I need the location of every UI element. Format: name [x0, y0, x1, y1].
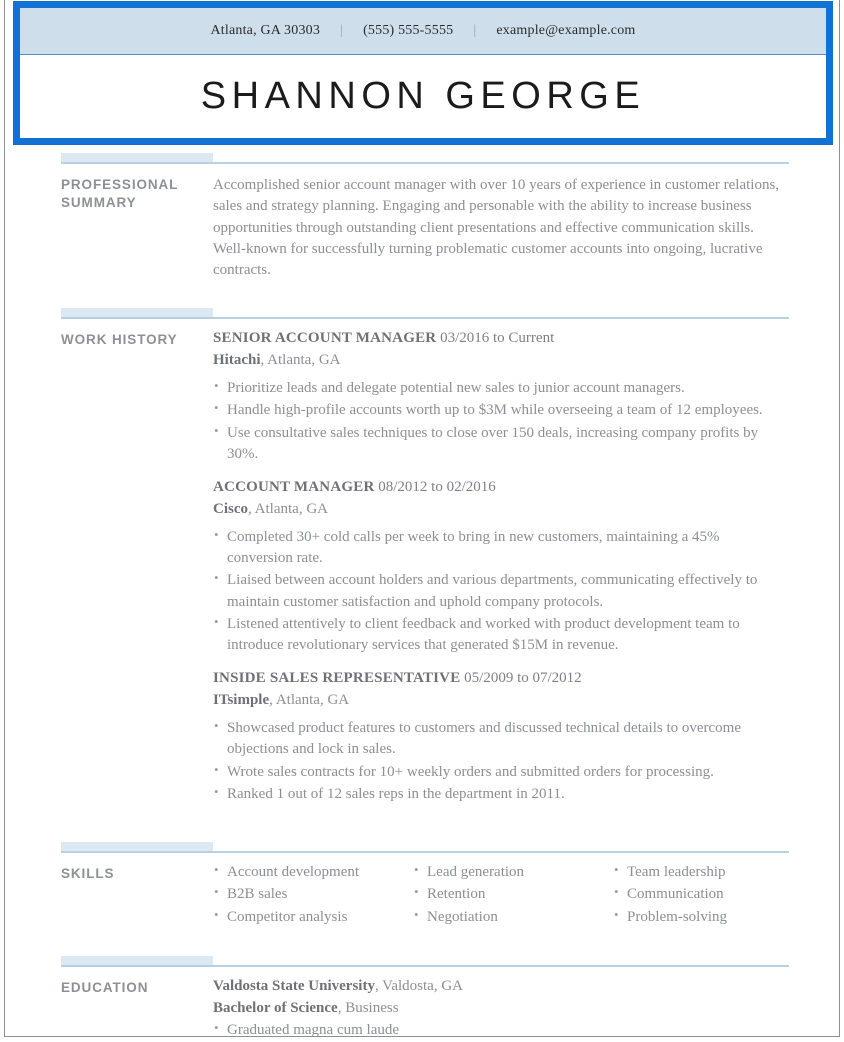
list-item: • Account development	[213, 862, 413, 883]
candidate-name: SHANNON GEORGE	[200, 74, 646, 117]
list-item: • Use consultative sales techniques to close over 150 deals, increasing company profits by 30%.	[213, 423, 789, 466]
job-bullets	[213, 527, 789, 657]
list-item: • Liaised between account holders and various departments, communicating effectively to maintain customer satisfaction and uphold company protocols.	[213, 570, 789, 613]
resume-body	[5, 152, 841, 1042]
contact-separator-2: |	[473, 23, 477, 38]
list-item: • Competitor analysis	[213, 907, 413, 928]
job-bullets	[213, 718, 789, 805]
list-item: • Ranked 1 out of 12 sales reps in the department in 2011.	[213, 784, 789, 805]
section-divider	[61, 307, 789, 319]
section-label-skills: SKILLS	[61, 866, 115, 882]
contact-separator-1: |	[340, 23, 344, 38]
list-item: • Completed 30+ cold calls per week to bring in new customers, maintaining a 45% conversion rate.	[213, 527, 789, 570]
section-professional-summary	[5, 152, 841, 281]
list-item: • Negotiation	[413, 907, 613, 928]
job-title-line	[213, 328, 789, 350]
divider-block	[61, 153, 213, 162]
name-band	[20, 55, 826, 137]
resume-header	[13, 1, 833, 145]
list-item: • Problem-solving	[613, 907, 813, 928]
divider-rule	[61, 965, 789, 967]
list-item: • Wrote sales contracts for 10+ weekly orders and submitted orders for processing.	[213, 762, 789, 783]
job-location: , Atlanta, GA	[248, 500, 328, 517]
job-location: , Atlanta, GA	[269, 692, 350, 709]
section-education	[5, 955, 841, 1042]
contact-line	[210, 23, 635, 39]
contact-phone[interactable]: (555) 555-5555	[363, 23, 454, 38]
education-school-location: , Valdosta, GA	[374, 978, 464, 995]
job-company: ITsimple	[213, 692, 270, 709]
section-label-education: EDUCATION	[61, 980, 149, 996]
list-item: • Prioritize leads and delegate potential new sales to junior account managers.	[213, 378, 789, 399]
job-title: ACCOUNT MANAGER	[213, 479, 375, 496]
skills-column-3	[613, 862, 813, 929]
job-company: Cisco	[213, 500, 248, 517]
education-bullets	[213, 1020, 789, 1041]
education-degree-line	[213, 998, 789, 1020]
section-label-work-history: WORK HISTORY	[61, 332, 178, 348]
job-entry	[213, 668, 789, 805]
skills-list	[613, 862, 813, 928]
list-item: • B2B sales	[213, 884, 413, 905]
section-divider	[61, 841, 789, 853]
divider-rule	[61, 851, 789, 853]
list-item: • Communication	[613, 884, 813, 905]
job-dates: 03/2016 to Current	[440, 330, 555, 347]
skills-column-2	[413, 862, 613, 929]
list-item: • Showcased product features to customers and discussed technical details to overcome objections and lock in sales.	[213, 718, 789, 761]
section-divider	[61, 955, 789, 967]
contact-band	[20, 8, 826, 55]
divider-block	[61, 842, 213, 851]
education-degree-field: , Business	[337, 999, 399, 1016]
list-item: • Listened attentively to client feedback and worked with product development team to introduce revolutionary services that generated $15M in revenue.	[213, 614, 789, 657]
education-school-line	[213, 976, 789, 998]
job-company-line	[213, 690, 789, 712]
contact-address: Atlanta, GA 30303	[210, 23, 321, 38]
list-item: • Graduated magna cum laude	[213, 1020, 789, 1041]
divider-rule	[61, 317, 789, 319]
contact-email[interactable]: example@example.com	[496, 23, 636, 38]
job-entry	[213, 328, 789, 465]
list-item: • Team leadership	[613, 862, 813, 883]
job-company-line	[213, 350, 789, 372]
job-company: Hitachi	[213, 352, 261, 369]
divider-rule	[61, 162, 789, 164]
job-dates: 05/2009 to 07/2012	[464, 670, 582, 687]
skills-list	[413, 862, 613, 928]
job-location: , Atlanta, GA	[260, 352, 341, 369]
section-skills	[5, 841, 841, 929]
section-divider	[61, 152, 789, 164]
job-title: INSIDE SALES REPRESENTATIVE	[213, 670, 461, 687]
job-title: SENIOR ACCOUNT MANAGER	[213, 330, 437, 347]
education-school: Valdosta State University	[213, 978, 375, 995]
job-entry	[213, 477, 789, 656]
job-title-line	[213, 668, 789, 690]
job-company-line	[213, 499, 789, 521]
skills-list	[213, 862, 413, 928]
education-degree: Bachelor of Science	[213, 999, 338, 1016]
divider-block	[61, 308, 213, 317]
skills-column-1	[213, 862, 413, 929]
list-item: • Retention	[413, 884, 613, 905]
skills-columns	[213, 862, 813, 929]
resume-page	[4, 0, 840, 1037]
job-bullets	[213, 378, 789, 465]
list-item: • Lead generation	[413, 862, 613, 883]
summary-text: Accomplished senior account manager with over 10 years of experience in customer relations, sales and strategy planning. Engaging and personable with the ability to increase business opportunities through outstanding client presentations and effective communication skills. Well-known for successfully turning problematic customer accounts into ongoing, lucrative contracts.	[213, 177, 780, 279]
job-title-line	[213, 477, 789, 499]
section-work-history	[5, 307, 841, 817]
list-item: • Handle high-profile accounts worth up to $3M while overseeing a team of 12 employees.	[213, 400, 789, 421]
job-dates: 08/2012 to 02/2016	[378, 479, 496, 496]
section-label-professional-summary: PROFESSIONAL SUMMARY	[61, 177, 179, 211]
divider-block	[61, 956, 213, 965]
